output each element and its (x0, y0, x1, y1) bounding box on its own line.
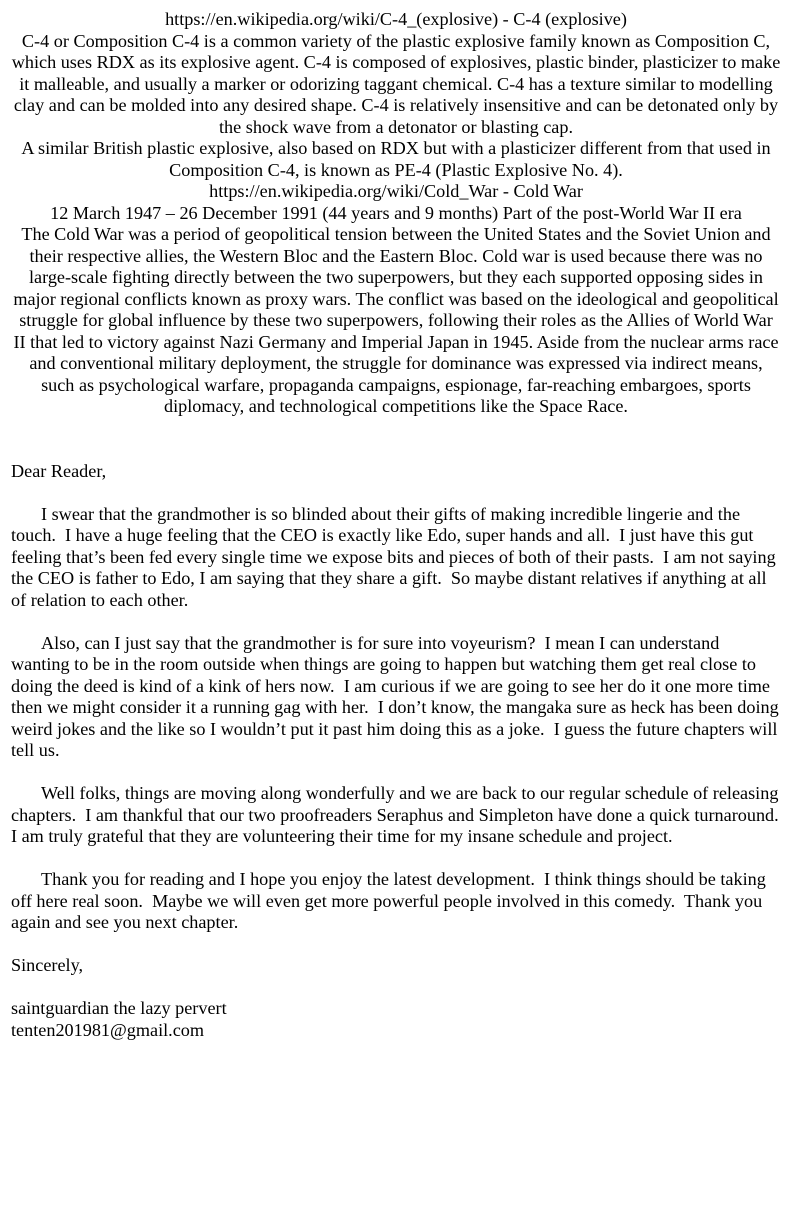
letter-closing: Sincerely, (11, 955, 84, 975)
reference-excerpt-pe4: A similar British plastic explosive, also based on RDX but with a plasticizer different from that used in Composition C-4, is known as PE-4 (Plastic Explosive No. 4). (21, 138, 771, 180)
letter-salutation: Dear Reader, (11, 460, 107, 481)
reference-excerpt-cold-war: The Cold War was a period of geopolitical tension between the United States and the Soviet Union and their respective allies, the Western Bloc and the Eastern Bloc. Cold war is used because there was no large-scale fighting directly between the two superpowers, but they each supported opposing sides in major regional conflicts known as proxy wars. The conflict was based on the ideological and geopolitical struggle for global influence by these two superpowers, following their roles as the Allies of World War II that led to victory against Nazi Germany and Imperial Japan in 1945. Aside from the nuclear arms race and conventional military deployment, the struggle for dominance was expressed via indirect means, such as psychological warfare, propaganda campaigns, espionage, far-reaching embargoes, sports diplomacy, and technological competitions like the Space Race. (13, 224, 779, 416)
signature-name: saintguardian the lazy pervert (11, 998, 227, 1018)
signature-email: tenten201981@gmail.com (11, 1019, 205, 1040)
reader-letter (11, 460, 788, 1042)
reference-notes-block (11, 9, 781, 418)
reference-excerpt-c4: C-4 or Composition C-4 is a common variety of the plastic explosive family known as Composition C, which uses RDX as its explosive agent. C-4 is composed of explosives, plastic binder, plasticizer to make it malleable, and usually a marker or odorizing taggant chemical. C-4 has a texture similar to modelling clay and can be molded into any desired shape. C-4 is relatively insensitive and can be detonated only by the shock wave from a detonator or blasting cap. (11, 30, 781, 137)
letter-paragraph-2: Also, can I just say that the grandmother is for sure into voyeurism? I mean I can understand wanting to be in the room outside when things are going to happen but watching them get real close to doing the deed is kind of a kink of hers now. I am curious if we are going to see her do it one more time then we might consider it a running gag with her. I don’t know, the mangaka sure as heck has been doing weird jokes and the like so I wouldn’t put it past him doing this as a joke. I guess the future chapters will tell us. (11, 632, 784, 760)
letter-paragraph-3: Well folks, things are moving along wonderfully and we are back to our regular schedule of releasing chapters. I am thankful that our two proofreaders Seraphus and Simpleton have done a quick turnaround. I am truly grateful that they are volunteering their time for my insane schedule and project. (11, 783, 788, 846)
reference-url-c4: https://en.wikipedia.org/wiki/C-4_(explosive) - C-4 (explosive) (165, 9, 627, 29)
reference-url-cold-war: https://en.wikipedia.org/wiki/Cold_War - Cold War (209, 181, 583, 201)
letter-paragraph-1: I swear that the grandmother is so blinded about their gifts of making incredible lingerie and the touch. I have a huge feeling that the CEO is exactly like Edo, super hands and all. I just have this gut feeling that’s been fed every single time we expose bits and pieces of both of their pasts. I am not saying the CEO is father to Edo, I am saying that they share a gift. So maybe distant relatives if anything at all of relation to each other. (11, 503, 781, 610)
letter-paragraph-4: Thank you for reading and I hope you enjoy the latest development. I think things should be taking off here real soon. Maybe we will even get more powerful people involved in this comedy. Thank you again and see you next chapter. (11, 869, 771, 932)
reference-dates-cold-war: 12 March 1947 – 26 December 1991 (44 years and 9 months) Part of the post-World War II era (50, 202, 742, 223)
